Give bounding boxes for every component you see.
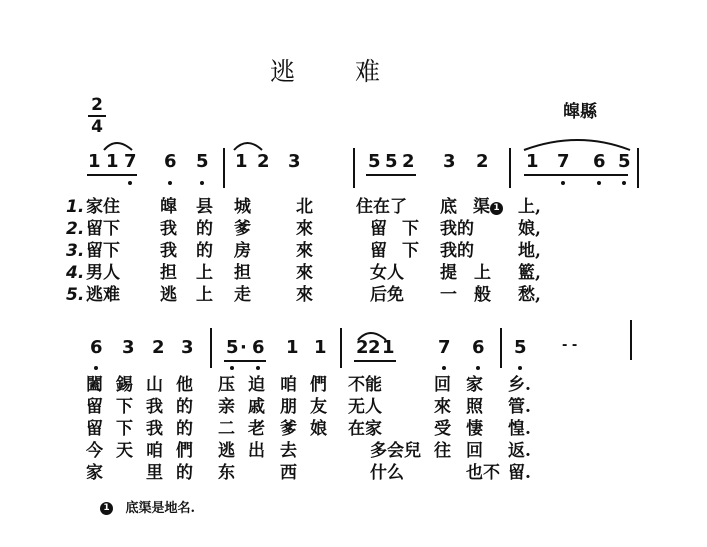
time-signature: 2 4: [86, 96, 108, 136]
lyric: 留: [86, 419, 103, 439]
barline: [340, 328, 342, 368]
lyric: 的: [196, 241, 213, 261]
lyric: 般: [474, 285, 491, 305]
lyric: 留: [370, 241, 387, 261]
lyric: 我的: [440, 241, 474, 261]
lyric: 闔: [86, 375, 103, 395]
note: 3: [122, 337, 135, 358]
verse-number: 1.: [66, 197, 85, 217]
lyric: 后免: [370, 285, 404, 305]
lyric: 留下: [86, 241, 120, 261]
lyric: 城: [234, 197, 251, 217]
lyric: 的: [176, 397, 193, 417]
low-octave-dot: [476, 366, 480, 370]
lyric: 娘,: [518, 219, 541, 239]
lyric: 留下: [86, 219, 120, 239]
lyric: 亲: [218, 397, 235, 417]
lyric: 錫: [116, 375, 133, 395]
note: 6: [472, 337, 485, 358]
note: 5: [514, 337, 527, 358]
lyric: 走: [234, 285, 251, 305]
lyric: 担: [160, 263, 177, 283]
verse-number: 4.: [66, 263, 85, 283]
lyric: 担: [234, 263, 251, 283]
lyric: 逃: [218, 441, 235, 461]
lyric: 出: [248, 441, 265, 461]
barline: [500, 328, 502, 368]
lyric: 上: [196, 263, 213, 283]
note: 1: [314, 337, 327, 358]
note: 3: [288, 151, 301, 172]
lyric: 老: [248, 419, 265, 439]
lyric: 今: [86, 441, 103, 461]
lyric: 爹: [280, 419, 297, 439]
continuation-dashes: - -: [562, 338, 578, 353]
lyric: 我的: [440, 219, 474, 239]
lyric: 們: [176, 441, 193, 461]
note: 5: [368, 151, 381, 172]
eighth-underline: [224, 360, 266, 362]
note: 7: [438, 337, 451, 358]
note: 1: [88, 151, 101, 172]
note: 2: [356, 337, 369, 358]
lyric: 悽: [466, 419, 483, 439]
lyric: 去: [280, 441, 297, 461]
verse-number: 3.: [66, 241, 85, 261]
barline: [509, 148, 511, 188]
lyric: 回: [434, 375, 451, 395]
lyric: 留.: [508, 463, 531, 483]
barline: [637, 148, 639, 188]
note: 6: [593, 151, 606, 172]
lyric: 籃,: [518, 263, 541, 283]
low-octave-dot: [442, 366, 446, 370]
lyric: 也不: [466, 463, 500, 483]
lyric: 逃难: [86, 285, 120, 305]
note: 5: [385, 151, 398, 172]
lyric: 二: [218, 419, 235, 439]
slur: [104, 143, 132, 150]
low-octave-dot: [256, 366, 260, 370]
note: 3: [181, 337, 194, 358]
lyric: 爹: [234, 219, 251, 239]
note: 1: [235, 151, 248, 172]
footnote-marker: 1: [490, 202, 503, 215]
lyric: 來: [434, 397, 451, 417]
region-label: 皡縣: [563, 102, 597, 122]
lyric: 上: [474, 263, 491, 283]
lyric: 下: [116, 419, 133, 439]
lyric: 渠 1: [473, 197, 503, 217]
lyric: 來: [296, 241, 313, 261]
lyric: 逃: [160, 285, 177, 305]
lyric: 下: [402, 219, 419, 239]
lyric: 的: [176, 419, 193, 439]
slur: [524, 140, 630, 150]
lyric: 东: [218, 463, 235, 483]
lyric: 戚: [248, 397, 265, 417]
footnote: [100, 497, 195, 516]
footnote-marker: 1: [100, 502, 113, 515]
barline: [353, 148, 355, 188]
lyric: 他: [176, 375, 193, 395]
lyric: 咱: [146, 441, 163, 461]
lyric: 下: [402, 241, 419, 261]
lyric: 压: [218, 375, 235, 395]
note: 1: [382, 337, 395, 358]
note: 6: [90, 337, 103, 358]
lyric: 迫: [248, 375, 265, 395]
lyric: 來: [296, 263, 313, 283]
lyric: 房: [234, 241, 251, 261]
note: 2: [257, 151, 270, 172]
lyric: 提: [440, 263, 457, 283]
note: 3: [443, 151, 456, 172]
lyric: 上,: [518, 197, 541, 217]
lyric: 們: [310, 375, 327, 395]
lyric: 下: [116, 397, 133, 417]
lyric: 上: [196, 285, 213, 305]
lyric: 娘: [310, 419, 327, 439]
lyric: 住在了: [356, 197, 407, 217]
lyric: 乡.: [508, 375, 531, 395]
low-octave-dot: [94, 366, 98, 370]
low-octave-dot: [230, 366, 234, 370]
lyric: 天: [116, 441, 133, 461]
lyric: 往: [434, 441, 451, 461]
note: 2: [476, 151, 489, 172]
slur: [234, 143, 262, 150]
lyric: 惶.: [508, 419, 531, 439]
lyric: 來: [296, 219, 313, 239]
lyric: 一: [440, 285, 457, 305]
note: 5: [226, 337, 239, 358]
verse-number: 2.: [66, 219, 85, 239]
lyric: 我: [146, 397, 163, 417]
lyric: 里: [146, 463, 163, 483]
note: 1: [106, 151, 119, 172]
footnote-text: 底渠是地名.: [125, 501, 196, 516]
note: 7: [557, 151, 570, 172]
lyric: 來: [296, 285, 313, 305]
lyric: 愁,: [518, 285, 541, 305]
lyric: 返.: [508, 441, 531, 461]
lyric: 回: [466, 441, 483, 461]
verse-number: 5.: [66, 285, 85, 305]
lyric: 山: [146, 375, 163, 395]
note: 6: [252, 337, 265, 358]
lyric: 什么: [370, 463, 404, 483]
lyric: 不能: [348, 375, 382, 395]
lyric: 县: [196, 197, 213, 217]
note: 6: [164, 151, 177, 172]
lyric: 多会兒: [370, 441, 421, 461]
note: 1: [526, 151, 539, 172]
low-octave-dot: [518, 366, 522, 370]
lyric: 我: [160, 219, 177, 239]
lyric: 无人: [348, 397, 382, 417]
lyric: 咱: [280, 375, 297, 395]
lyric: 家住: [86, 197, 120, 217]
lyric: 的: [196, 219, 213, 239]
lyric: 底: [440, 197, 457, 217]
lyric: 朋: [280, 397, 297, 417]
note: 2: [402, 151, 415, 172]
lyric: 的: [176, 463, 193, 483]
lyric: 皡: [160, 197, 177, 217]
final-barline: [630, 320, 632, 360]
lyric: 管.: [508, 397, 531, 417]
lyric: 受: [434, 419, 451, 439]
lyric: 友: [310, 397, 327, 417]
lyric: 地,: [518, 241, 541, 261]
lyric: 照: [466, 397, 483, 417]
dotted-rhythm: ·: [240, 337, 247, 358]
note: 2: [368, 337, 381, 358]
lyric: 女人: [370, 263, 404, 283]
song-title: 逃 难: [270, 57, 383, 86]
lyric: 留: [86, 397, 103, 417]
lyric: 西: [280, 463, 297, 483]
barline: [223, 148, 225, 188]
lyric: 家: [86, 463, 103, 483]
note: 2: [152, 337, 165, 358]
note: 5: [618, 151, 631, 172]
barline: [210, 328, 212, 368]
lyric: 家: [466, 375, 483, 395]
lyric: 留: [370, 219, 387, 239]
note: 5: [196, 151, 209, 172]
note: 1: [286, 337, 299, 358]
lyric: 在家: [348, 419, 382, 439]
lyric: 北: [296, 197, 313, 217]
lyric: 我: [160, 241, 177, 261]
lyric: 男人: [86, 263, 120, 283]
eighth-underline: [354, 360, 396, 362]
note: 7: [124, 151, 137, 172]
lyric: 我: [146, 419, 163, 439]
